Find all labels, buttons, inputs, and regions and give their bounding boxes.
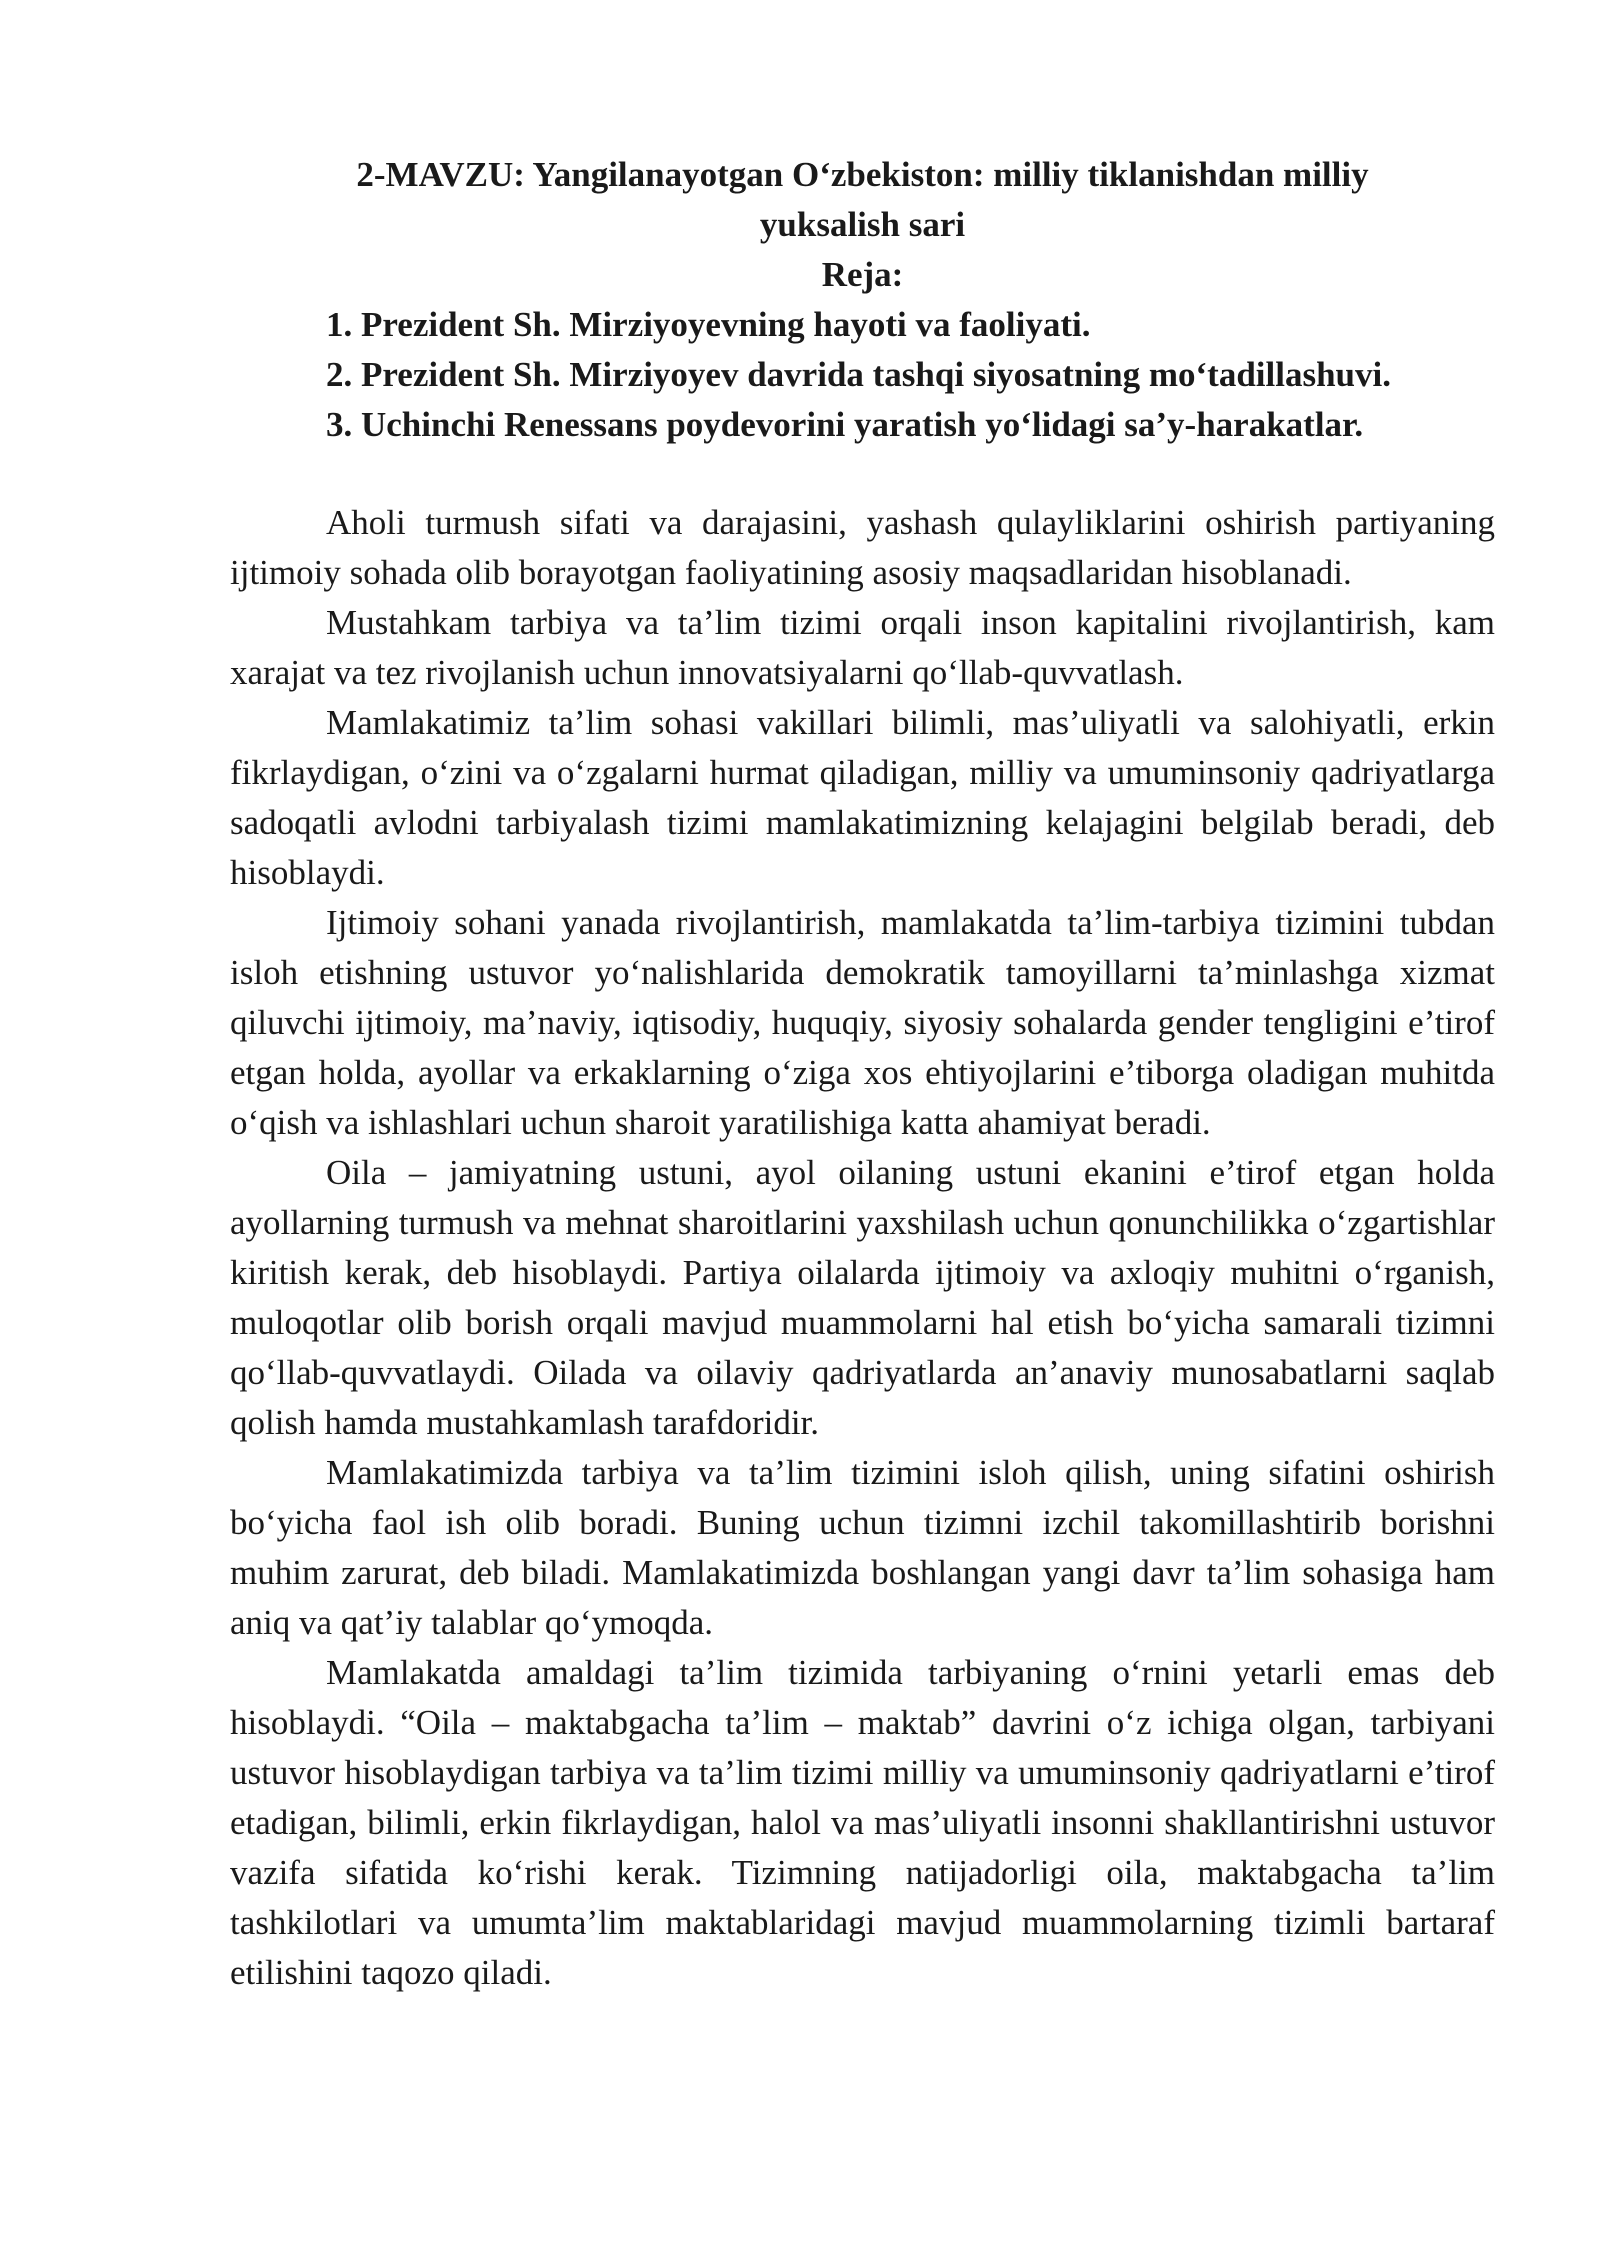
plan-item: 3. Uchinchi Renessans poydevorini yaratish yo‘lidagi sa’y-harakatlar. — [326, 405, 1364, 444]
paragraph: Aholi turmush sifati va darajasini, yashash qulayliklarini oshirish partiyaning ijtimoiy sohada olib borayotgan faoliyatining asosiy maqsadlaridan hisoblanadi. — [230, 503, 1495, 592]
body-text — [230, 498, 1495, 1998]
paragraph: Ijtimoiy sohani yanada rivojlantirish, mamlakatda ta’lim-tarbiya tizimini tubdan isloh etishning ustuvor yo‘nalishlarida demokratik tamoyillarni ta’minlashga xizmat qiluvchi ijtimoiy, ma’naviy, iqtisodiy, huquqiy, siyosiy sohalarda gender tengligini e’tirof etgan holda, ayollar va erkaklarning o‘ziga xos ehtiyojlarini e’tiborga oladigan muhitda o‘qish va ishlashlari uchun sharoit yaratilishiga katta ahamiyat beradi. — [230, 903, 1495, 1142]
paragraph: Oila – jamiyatning ustuni, ayol oilaning ustuni ekanini e’tirof etgan holda ayollarning turmush va mehnat sharoitlarini yaxshilash uchun qonunchilikka o‘zgartishlar kiritish kerak, deb hisoblaydi. Partiya oilalarda ijtimoiy va axloqiy muhitni o‘rganish, muloqotlar olib borish orqali mavjud muammolarni hal etish bo‘yicha samarali tizimni qo‘llab-quvvatlaydi. Oilada va oilaviy qadriyatlarda an’anaviy munosabatlarni saqlab qolish hamda mustahkamlash tarafdoridir. — [230, 1153, 1495, 1442]
paragraph: Mamlakatda amaldagi ta’lim tizimida tarbiyaning o‘rnini yetarli emas deb hisoblaydi. “Oila – maktabgacha ta’lim – maktab” davrini o‘z ichiga olgan, tarbiyani ustuvor hisoblaydigan tarbiya va ta’lim tizimi milliy va umuminsoniy qadriyatlarni e’tirof etadigan, bilimli, erkin fikrlaydigan, halol va mas’uliyatli insonni shakllantirishni ustuvor vazifa sifatida ko‘rishi kerak. Tizimning natijadorligi oila, maktabgacha ta’lim tashkilotlari va umumta’lim maktablaridagi mavjud muammolarning tizimli bartaraf etilishini taqozo qiladi. — [230, 1653, 1495, 1992]
title-line-2: yuksalish sari — [759, 205, 966, 244]
paragraph: Mustahkam tarbiya va ta’lim tizimi orqali inson kapitalini rivojlantirish, kam xarajat va tez rivojlanish uchun innovatsiyalarni qo‘llab-quvvatlash. — [230, 603, 1495, 692]
title-line-1: 2-MAVZU: Yangilanayotgan O‘zbekiston: milliy tiklanishdan milliy — [356, 155, 1369, 194]
paragraph: Mamlakatimiz ta’lim sohasi vakillari bilimli, mas’uliyatli va salohiyatli, erkin fikrlaydigan, o‘zini va o‘zgalarni hurmat qiladigan, milliy va umuminsoniy qadriyatlarga sadoqatli avlodni tarbiyalash tizimi mamlakatimizning kelajagini belgilab beradi, deb hisoblaydi. — [230, 703, 1495, 892]
document-page — [230, 150, 1495, 1998]
paragraph: Mamlakatimizda tarbiya va ta’lim tizimini isloh qilish, uning sifatini oshirish bo‘yicha faol ish olib boradi. Buning uchun tizimni izchil takomillashtirib borishni muhim zarurat, deb biladi. Mamlakatimizda boshlangan yangi davr ta’lim sohasiga ham aniq va qat’iy talablar qo‘ymoqda. — [230, 1453, 1495, 1642]
plan-list — [230, 300, 1495, 450]
plan-heading: Reja: — [821, 255, 904, 294]
plan-item: 1. Prezident Sh. Mirziyoyevning hayoti va faoliyati. — [326, 305, 1091, 344]
plan-item: 2. Prezident Sh. Mirziyoyev davrida tashqi siyosatning mo‘tadillashuvi. — [326, 355, 1391, 394]
document-title — [230, 150, 1495, 250]
